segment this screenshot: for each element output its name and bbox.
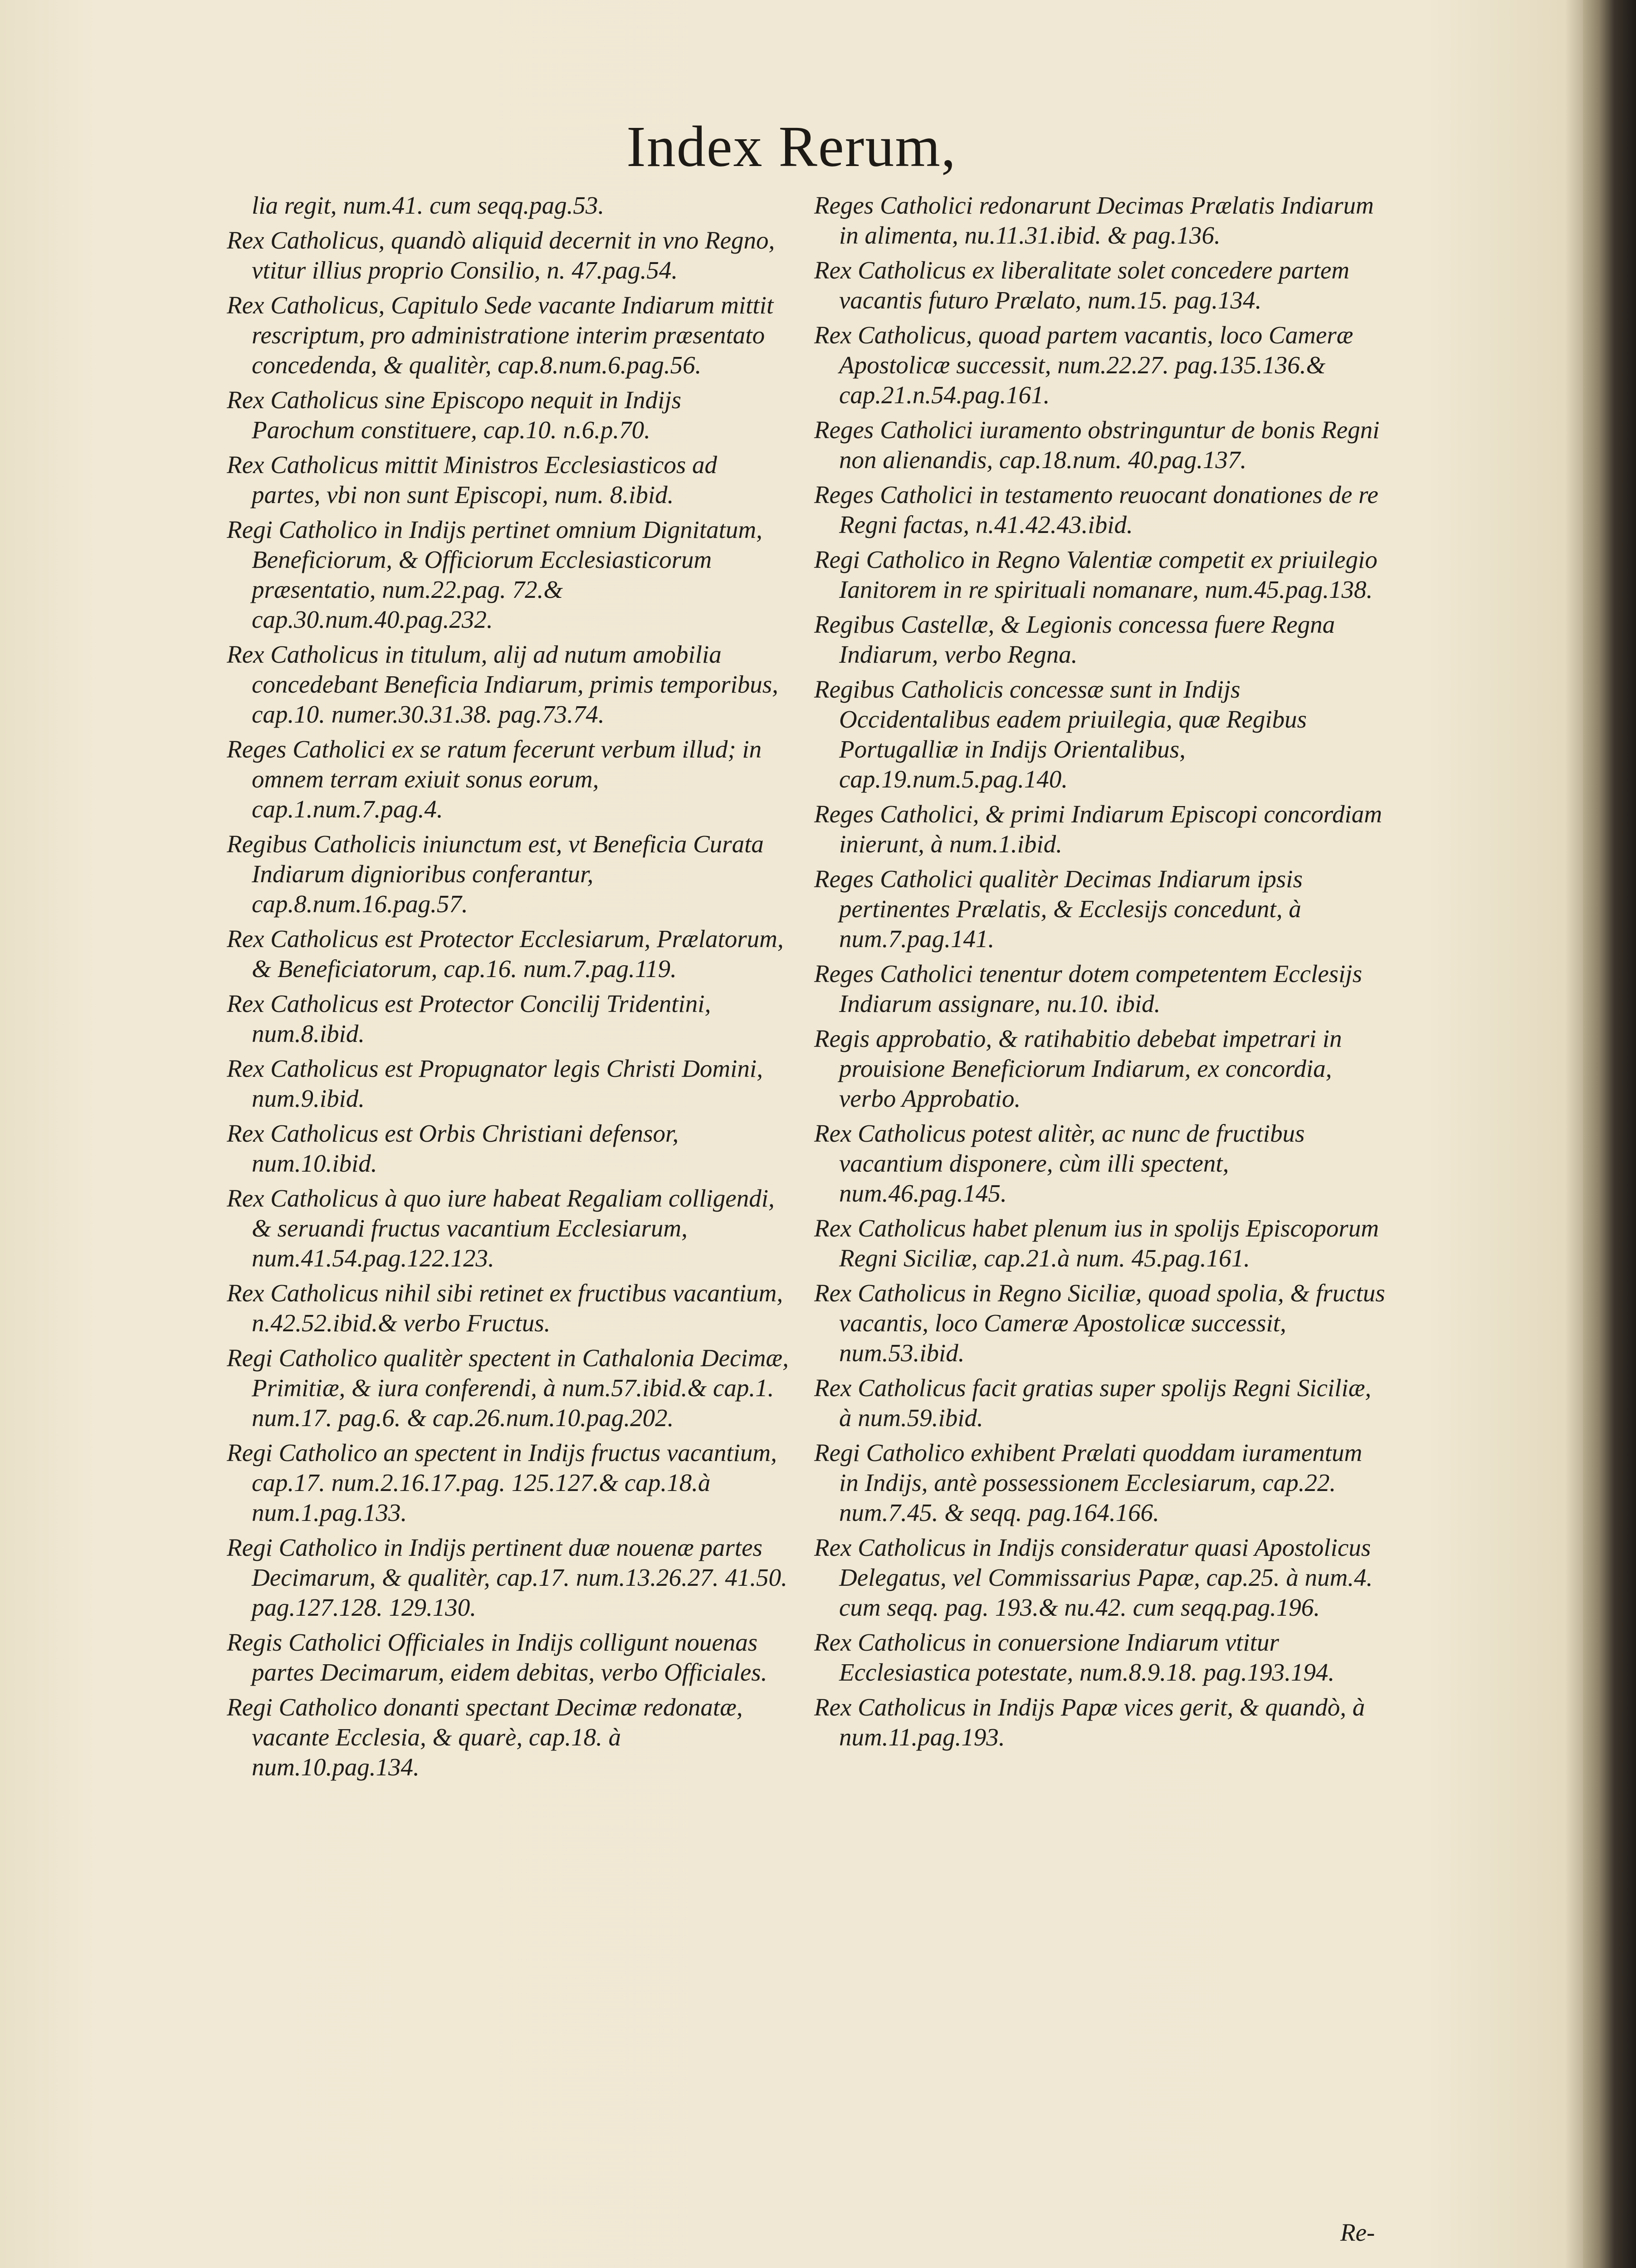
index-entry: Rex Catholicus potest alitèr, ac nunc de fructibus vacantium disponere, cùm illi spectent, num.46.pag.145. bbox=[814, 1119, 1305, 1207]
index-entry: Regis Catholici Officiales in Indijs colligunt nouenas partes Decimarum, eidem debitas, verbo Officiales. bbox=[227, 1628, 767, 1686]
index-entry: Regi Catholico qualitèr spectent in Cathalonia Decimæ, Primitiæ, & iura conferendi, à num.57.ibid.& cap.1. num.17. pag.6. & cap.26.num.10.pag.202. bbox=[227, 1344, 789, 1432]
index-entry: Regi Catholico in Regno Valentiæ competit ex priuilegio Ianitorem in re spirituali nomanare, num.45.pag.138. bbox=[814, 546, 1377, 603]
left-column bbox=[227, 191, 789, 1787]
index-entry: Regibus Catholicis iniunctum est, vt Beneficia Curata Indiarum dignioribus conferantur, cap.8.num.16.pag.57. bbox=[227, 830, 764, 918]
index-entry: Reges Catholici in testamento reuocant donationes de re Regni factas, n.41.42.43.ibid. bbox=[814, 481, 1378, 538]
index-entry: Rex Catholicus in conuersione Indiarum vtitur Ecclesiastica potestate, num.8.9.18. pag.193.194. bbox=[814, 1628, 1335, 1686]
index-entry: Regi Catholico in Indijs pertinet omnium Dignitatum, Beneficiorum, & Officiorum Ecclesiasticorum præsentatio, num.22.pag. 72.& cap.30.num.40.pag.232. bbox=[227, 516, 762, 633]
index-entry: Regi Catholico an spectent in Indijs fructus vacantium, cap.17. num.2.16.17.pag. 125.127.& cap.18.à num.1.pag.133. bbox=[227, 1439, 777, 1526]
index-entry: Regi Catholico in Indijs pertinent duæ nouenæ partes Decimarum, & qualitèr, cap.17. num.13.26.27. 41.50. pag.127.128. 129.130. bbox=[227, 1534, 787, 1621]
index-entry: Rex Catholicus est Propugnator legis Christi Domini, num.9.ibid. bbox=[227, 1055, 763, 1112]
index-entry: Rex Catholicus, quoad partem vacantis, loco Cameræ Apostolicæ successit, num.22.27. pag.135.136.& cap.21.n.54.pag.161. bbox=[814, 321, 1353, 409]
index-entry: Regibus Castellæ, & Legionis concessa fuere Regna Indiarum, verbo Regna. bbox=[814, 611, 1335, 668]
index-entry: Rex Catholicus facit gratias super spolijs Regni Siciliæ, à num.59.ibid. bbox=[814, 1374, 1372, 1432]
catchword: Re- bbox=[1340, 2219, 1375, 2246]
index-entry: Regi Catholico donanti spectant Decimæ redonatæ, vacante Ecclesia, & quarè, cap.18. à num.10.pag.134. bbox=[227, 1693, 743, 1781]
right-column bbox=[814, 191, 1386, 1757]
index-entry: Regis approbatio, & ratihabitio debebat impetrari in prouisione Beneficiorum Indiarum, ex concordia, verbo Approbatio. bbox=[814, 1025, 1342, 1112]
index-entry: Rex Catholicus nihil sibi retinet ex fructibus vacantium, n.42.52.ibid.& verbo Fructus. bbox=[227, 1279, 783, 1337]
index-entry: Rex Catholicus est Protector Concilij Tridentini, num.8.ibid. bbox=[227, 990, 711, 1047]
index-entry: lia regit, num.41. cum seqq.pag.53. bbox=[252, 191, 605, 219]
index-entry: Rex Catholicus in Indijs consideratur quasi Apostolicus Delegatus, vel Commissarius Papæ, cap.25. à num.4. cum seqq. pag. 193.& nu.42. cum seqq.pag.196. bbox=[814, 1534, 1373, 1621]
index-entry: Rex Catholicus à quo iure habeat Regaliam colligendi, & seruandi fructus vacantium Ecclesiarum, num.41.54.pag.122.123. bbox=[227, 1184, 775, 1272]
index-entry: Reges Catholici redonarunt Decimas Prælatis Indiarum in alimenta, nu.11.31.ibid. & pag.136. bbox=[814, 191, 1374, 249]
page-header: Index Rerum, bbox=[626, 114, 957, 179]
page-fold-shadow bbox=[1565, 0, 1583, 2268]
index-entry: Reges Catholici qualitèr Decimas Indiarum ipsis pertinentes Prælatis, & Ecclesijs concedunt, à num.7.pag.141. bbox=[814, 865, 1303, 953]
index-entry: Reges Catholici tenentur dotem competentem Ecclesijs Indiarum assignare, nu.10. ibid. bbox=[814, 960, 1363, 1017]
index-entry: Rex Catholicus in titulum, alij ad nutum amobilia concedebant Beneficia Indiarum, primis temporibus, cap.10. numer.30.31.38. pag.73.74. bbox=[227, 640, 778, 728]
index-entry: Reges Catholici iuramento obstringuntur de bonis Regni non alienandis, cap.18.num. 40.pag.137. bbox=[814, 416, 1380, 474]
index-entry: Rex Catholicus sine Episcopo nequit in Indijs Parochum constituere, cap.10. n.6.p.70. bbox=[227, 386, 682, 444]
index-entry: Rex Catholicus est Protector Ecclesiarum, Prælatorum, & Beneficiatorum, cap.16. num.7.pag.119. bbox=[227, 925, 784, 982]
book-gutter bbox=[1583, 0, 1636, 2268]
index-entry: Rex Catholicus habet plenum ius in spolijs Episcoporum Regni Siciliæ, cap.21.à num. 45.pag.161. bbox=[814, 1214, 1379, 1272]
index-entry: Rex Catholicus, quandò aliquid decernit in vno Regno, vtitur illius proprio Consilio, n. 47.pag.54. bbox=[227, 226, 775, 284]
index-entry: Rex Catholicus ex liberalitate solet concedere partem vacantis futuro Prælato, num.15. pag.134. bbox=[814, 256, 1350, 314]
index-entry: Reges Catholici ex se ratum fecerunt verbum illud; in omnem terram exiuit sonus eorum, cap.1.num.7.pag.4. bbox=[227, 735, 762, 823]
index-entry: Rex Catholicus in Indijs Papæ vices gerit, & quandò, à num.11.pag.193. bbox=[814, 1693, 1365, 1751]
index-entry: Reges Catholici, & primi Indiarum Episcopi concordiam inierunt, à num.1.ibid. bbox=[814, 800, 1382, 858]
index-entry: Regibus Catholicis concessæ sunt in Indijs Occidentalibus eadem priuilegia, quæ Regibus Portugalliæ in Indijs Orientalibus, cap.19.num.5.pag.140. bbox=[814, 675, 1307, 793]
index-entry: Rex Catholicus est Orbis Christiani defensor, num.10.ibid. bbox=[227, 1119, 679, 1177]
index-entry: Rex Catholicus mittit Ministros Ecclesiasticos ad partes, vbi non sunt Episcopi, num. 8.ibid. bbox=[227, 451, 718, 508]
index-entry: Rex Catholicus in Regno Siciliæ, quoad spolia, & fructus vacantis, loco Cameræ Apostolicæ successit, num.53.ibid. bbox=[814, 1279, 1385, 1367]
index-entry: Regi Catholico exhibent Prælati quoddam iuramentum in Indijs, antè possessionem Ecclesiarum, cap.22. num.7.45. & seqq. pag.164.166. bbox=[814, 1439, 1363, 1526]
index-entry: Rex Catholicus, Capitulo Sede vacante Indiarum mittit rescriptum, pro administratione interim præsentato concedenda, & qualitèr, cap.8.num.6.pag.56. bbox=[227, 291, 774, 379]
